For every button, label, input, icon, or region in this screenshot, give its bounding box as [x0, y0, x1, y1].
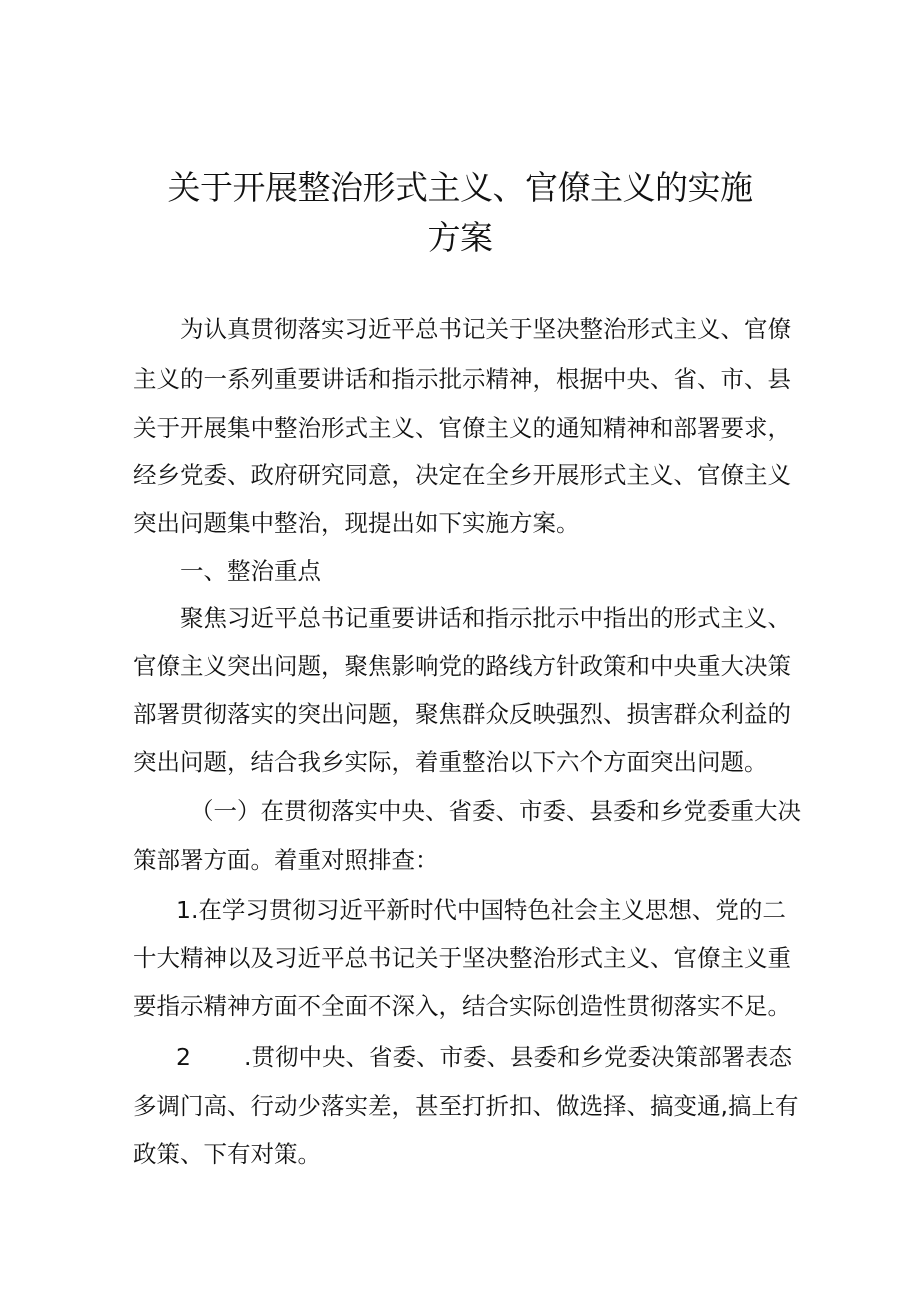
intro-line-4: 经乡党委、政府研究同意，决定在全乡开展形式主义、官僚主义 [133, 461, 791, 489]
item-1-line-1: 1.在学习贯彻习近平新时代中国特色社会主义思想、党的二 [176, 896, 786, 924]
item-1-line-2: 十大精神以及习近平总书记关于坚决整治形式主义、官僚主义重 [133, 944, 791, 972]
section-1-line-3: 部署贯彻落实的突出问题，聚焦群众反映强烈、损害群众利益的 [133, 700, 791, 728]
document-title-line-1: 关于开展整治形式主义、官僚主义的实施 [167, 168, 753, 207]
item-2-first-text: .贯彻中央、省委、市委、县委和乡党委决策部署表态 [244, 1043, 792, 1071]
document-title-line-2: 方案 [427, 218, 493, 257]
intro-line-1: 为认真贯彻落实习近平总书记关于坚决整治形式主义、官僚 [180, 315, 791, 343]
intro-line-2: 主义的一系列重要讲话和指示批示精神，根据中央、省、市、县 [133, 365, 791, 393]
item-2-line-2: 多调门高、行动少落实差，甚至打折扣、做选择、搞变通,搞上有 [133, 1092, 799, 1120]
subsection-1-line-1: （一）在贯彻落实中央、省委、市委、县委和乡党委重大决 [190, 797, 801, 825]
item-1-line-3: 要指示精神方面不全面不深入，结合实际创造性贯彻落实不足。 [133, 992, 791, 1020]
intro-line-5: 突出问题集中整治，现提出如下实施方案。 [133, 509, 580, 537]
section-1-line-4: 突出问题，结合我乡实际，着重整治以下六个方面突出问题。 [133, 748, 768, 776]
item-2-line-3: 政策、下有对策。 [133, 1140, 321, 1168]
section-1-line-2: 官僚主义突出问题，聚焦影响党的路线方针政策和中央重大决策 [133, 652, 791, 680]
subsection-1-line-2: 策部署方面。着重对照排查： [133, 846, 439, 874]
section-1-line-1: 聚焦习近平总书记重要讲话和指示批示中指出的形式主义、 [180, 604, 791, 632]
intro-line-3: 关于开展集中整治形式主义、官僚主义的通知精神和部署要求， [133, 414, 791, 442]
section-1-heading: 一、整治重点 [180, 557, 321, 585]
item-2-line-1 [176, 1042, 793, 1072]
item-2-number: 2 [176, 1043, 191, 1071]
